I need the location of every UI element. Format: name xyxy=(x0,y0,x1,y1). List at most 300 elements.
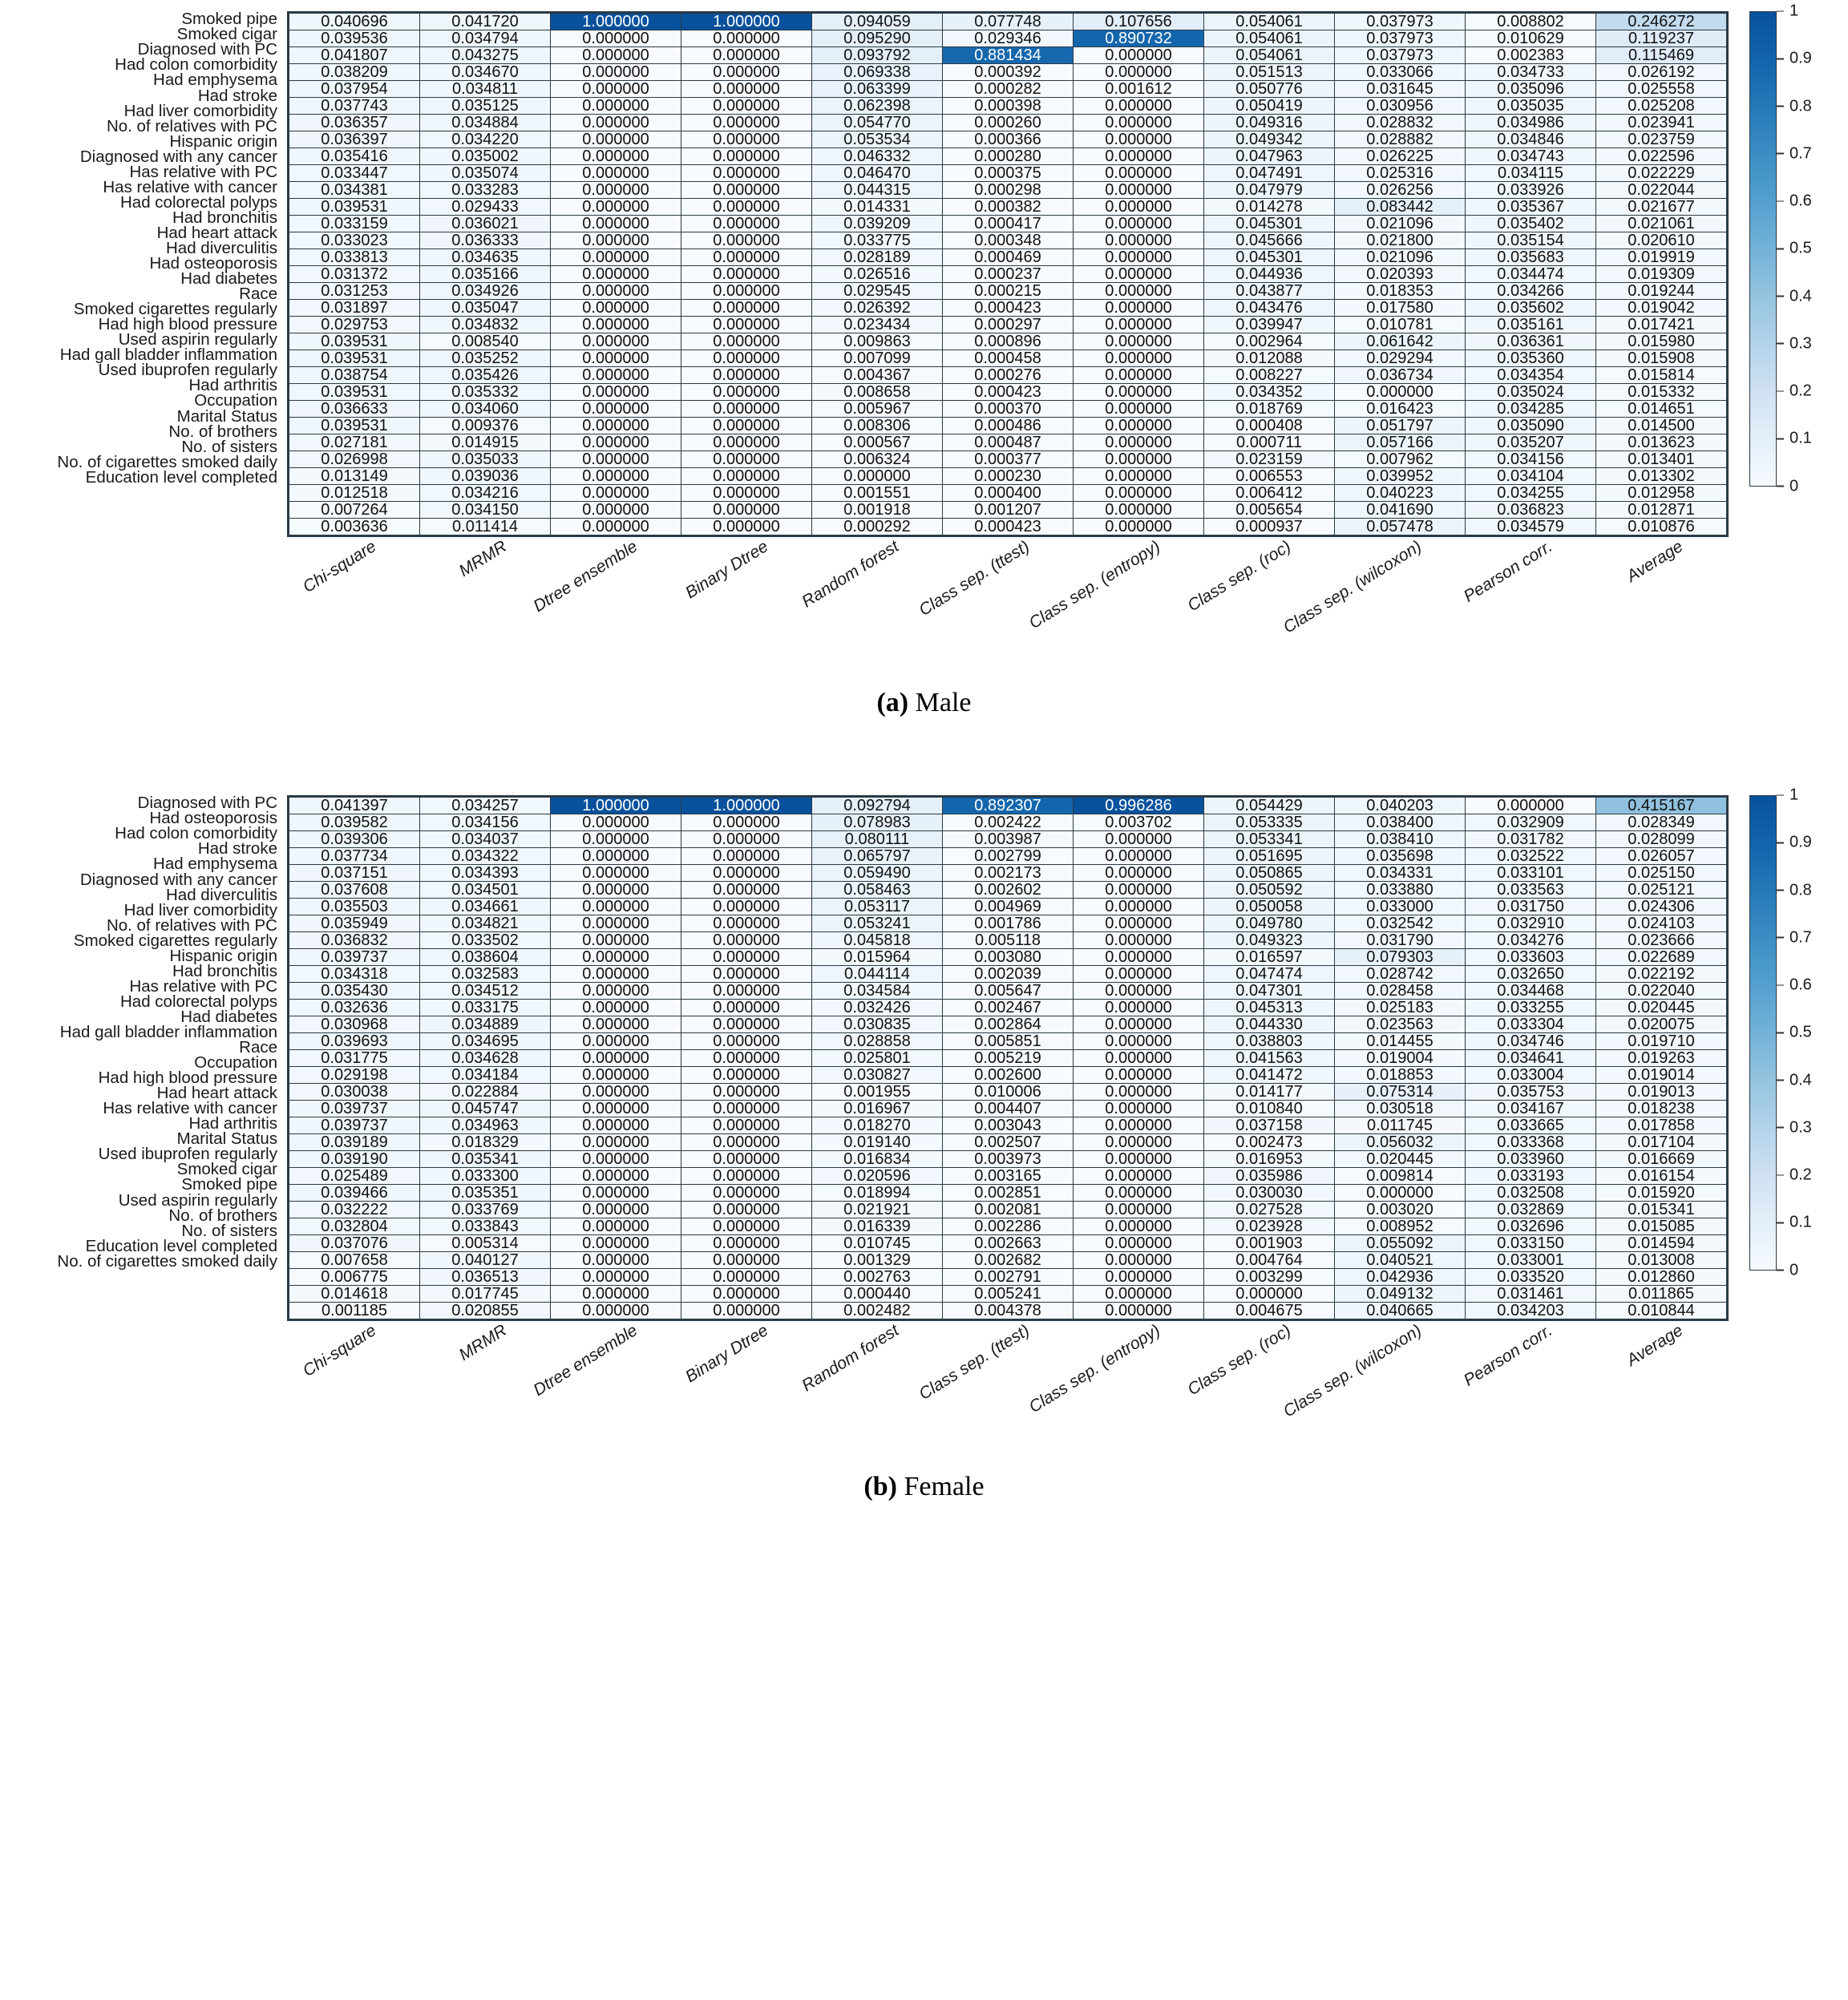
heatmap-cell: 0.017745 xyxy=(420,1286,551,1303)
heatmap-cell: 0.049780 xyxy=(1204,915,1335,932)
heatmap-cell: 0.000000 xyxy=(551,333,681,350)
heatmap-cell: 0.000000 xyxy=(681,1269,812,1286)
heatmap-cell: 0.036633 xyxy=(289,401,420,418)
colorbar-tick xyxy=(1777,477,1798,495)
heatmap-cell: 1.000000 xyxy=(681,14,812,30)
table-row xyxy=(289,401,1727,418)
heatmap-cell: 0.034266 xyxy=(1466,283,1596,300)
row-label: Diagnosed with PC xyxy=(137,40,277,59)
heatmap-cell: 0.036357 xyxy=(289,115,420,131)
tick-mark-icon xyxy=(1777,343,1784,345)
heatmap-cell: 0.015814 xyxy=(1596,367,1727,384)
heatmap-cell: 0.037954 xyxy=(289,81,420,98)
heatmap-cell: 0.057478 xyxy=(1335,519,1466,535)
heatmap-cell: 0.010781 xyxy=(1335,317,1466,333)
heatmap-cell: 0.002663 xyxy=(943,1235,1074,1252)
table-row xyxy=(289,451,1727,468)
heatmap-cell: 0.005241 xyxy=(943,1286,1074,1303)
heatmap-cell: 0.032508 xyxy=(1466,1185,1596,1202)
heatmap-cell: 0.050419 xyxy=(1204,98,1335,115)
colorbar-tick xyxy=(1777,2,1798,21)
heatmap-cell: 0.006553 xyxy=(1204,468,1335,485)
heatmap-cell: 0.039306 xyxy=(289,831,420,848)
heatmap-cell: 0.000000 xyxy=(1074,232,1204,249)
table-row xyxy=(289,350,1727,367)
heatmap-cell: 0.000000 xyxy=(1074,131,1204,148)
heatmap-cell: 0.002964 xyxy=(1204,333,1335,350)
heatmap-cell: 0.000000 xyxy=(681,182,812,199)
heatmap-cell: 0.000000 xyxy=(1074,899,1204,915)
heatmap-cell: 0.034501 xyxy=(420,882,551,899)
heatmap-cell: 0.010840 xyxy=(1204,1101,1335,1117)
heatmap-cell: 0.049316 xyxy=(1204,115,1335,131)
heatmap-cell: 0.000000 xyxy=(1074,1202,1204,1218)
heatmap-cell: 0.004367 xyxy=(812,367,943,384)
heatmap-cell: 0.000000 xyxy=(1074,451,1204,468)
table-row xyxy=(289,848,1727,865)
column-label: Class sep. (ttest) xyxy=(916,537,1033,620)
heatmap-cell: 0.000000 xyxy=(1074,1168,1204,1185)
heatmap-cell: 0.000000 xyxy=(551,401,681,418)
heatmap-cell: 0.033880 xyxy=(1335,882,1466,899)
heatmap-cell: 0.000417 xyxy=(943,216,1074,232)
tick-mark-icon xyxy=(1777,200,1784,202)
heatmap-cell: 0.028858 xyxy=(812,1033,943,1050)
heatmap-cell: 0.000000 xyxy=(681,232,812,249)
heatmap-cell: 0.051797 xyxy=(1335,418,1466,434)
heatmap-cell: 0.000000 xyxy=(681,949,812,966)
heatmap-cell: 0.031782 xyxy=(1466,831,1596,848)
heatmap-cell: 0.000000 xyxy=(551,1269,681,1286)
heatmap-cell: 0.000000 xyxy=(1074,1033,1204,1050)
heatmap-cell: 0.014618 xyxy=(289,1286,420,1303)
heatmap-cell: 0.019013 xyxy=(1596,1084,1727,1101)
heatmap-cell: 0.000000 xyxy=(1074,1286,1204,1303)
table-row xyxy=(289,1269,1727,1286)
heatmap-cell: 0.000000 xyxy=(551,966,681,983)
heatmap-cell: 0.034628 xyxy=(420,1050,551,1067)
column-label: Dtree ensemble xyxy=(530,1321,641,1400)
heatmap-cell: 0.030827 xyxy=(812,1067,943,1084)
heatmap-cell: 0.034641 xyxy=(1466,1050,1596,1067)
row-label: No. of brothers xyxy=(168,1206,277,1225)
tick-mark-icon xyxy=(1777,10,1784,12)
heatmap-cell: 0.043275 xyxy=(420,47,551,64)
heatmap-cell: 0.053534 xyxy=(812,131,943,148)
heatmap-cell: 0.017858 xyxy=(1596,1117,1727,1134)
table-row xyxy=(289,1303,1727,1319)
heatmap-cell: 0.033368 xyxy=(1466,1134,1596,1151)
colorbar-tick xyxy=(1777,976,1812,995)
colorbar-tick-label: 0 xyxy=(1789,477,1799,495)
heatmap-cell: 0.026225 xyxy=(1335,148,1466,165)
heatmap-cell: 0.000000 xyxy=(551,1303,681,1319)
table-row xyxy=(289,882,1727,899)
heatmap-cell: 0.034661 xyxy=(420,899,551,915)
heatmap-cell: 0.025316 xyxy=(1335,165,1466,182)
heatmap-cell: 0.028832 xyxy=(1335,115,1466,131)
heatmap-cell: 0.005219 xyxy=(943,1050,1074,1067)
heatmap-cell: 0.014651 xyxy=(1596,401,1727,418)
heatmap-cell: 0.000000 xyxy=(1074,148,1204,165)
heatmap-cell: 0.002864 xyxy=(943,1016,1074,1033)
heatmap-cell: 1.000000 xyxy=(551,14,681,30)
heatmap-cell: 0.038803 xyxy=(1204,1033,1335,1050)
heatmap-cell: 0.000000 xyxy=(681,216,812,232)
colorbar-tick-label: 1 xyxy=(1789,786,1799,804)
heatmap-cell: 0.000000 xyxy=(681,115,812,131)
heatmap-cell: 0.000000 xyxy=(551,283,681,300)
colorbar-ticks-male xyxy=(1777,2,1833,495)
heatmap-cell: 0.016669 xyxy=(1596,1151,1727,1168)
heatmap-cell: 0.050776 xyxy=(1204,81,1335,98)
heatmap-cell: 0.080111 xyxy=(812,831,943,848)
panel-female xyxy=(0,718,1848,1502)
table-row xyxy=(289,798,1727,814)
row-label: Had heart attack xyxy=(156,223,277,242)
heatmap-cell: 0.041397 xyxy=(289,798,420,814)
table-row xyxy=(289,266,1727,283)
table-row xyxy=(289,949,1727,966)
heatmap-cell: 0.051513 xyxy=(1204,64,1335,81)
heatmap-cell: 0.031461 xyxy=(1466,1286,1596,1303)
heatmap-cell: 0.000000 xyxy=(681,165,812,182)
heatmap-cell: 0.000000 xyxy=(1074,216,1204,232)
table-row xyxy=(289,1033,1727,1050)
heatmap-grid-female xyxy=(287,795,1729,1321)
column-label: Average xyxy=(1624,1321,1687,1370)
heatmap-cell: 0.002422 xyxy=(943,814,1074,831)
heatmap-cell: 0.000000 xyxy=(681,1067,812,1084)
heatmap-cell: 0.044315 xyxy=(812,182,943,199)
colorbar-gradient-male xyxy=(1749,11,1777,487)
heatmap-cell: 0.016339 xyxy=(812,1218,943,1235)
heatmap-cell: 0.002851 xyxy=(943,1185,1074,1202)
table-row xyxy=(289,47,1727,64)
heatmap-cell: 0.000000 xyxy=(1074,64,1204,81)
row-label: Had osteoporosis xyxy=(149,254,277,273)
heatmap-cell: 0.033447 xyxy=(289,165,420,182)
heatmap-cell: 0.000000 xyxy=(1074,915,1204,932)
tick-mark-icon xyxy=(1777,1222,1784,1223)
heatmap-cell: 0.000000 xyxy=(551,1134,681,1151)
heatmap-cell: 0.000000 xyxy=(681,1134,812,1151)
heatmap-cell: 0.037973 xyxy=(1335,47,1466,64)
heatmap-cell: 0.037973 xyxy=(1335,30,1466,47)
heatmap-cell: 0.019263 xyxy=(1596,1050,1727,1067)
row-label: Has relative with cancer xyxy=(103,177,277,196)
colorbar-tick-label: 0.2 xyxy=(1789,382,1812,400)
heatmap-cell: 0.025121 xyxy=(1596,882,1727,899)
heatmap-cell: 0.034512 xyxy=(420,983,551,1000)
heatmap-cell: 0.016154 xyxy=(1596,1168,1727,1185)
table-row xyxy=(289,98,1727,115)
heatmap-cell: 0.036823 xyxy=(1466,502,1596,519)
heatmap-cell: 0.000000 xyxy=(681,300,812,317)
heatmap-cell: 0.000000 xyxy=(1074,266,1204,283)
heatmap-cell: 0.004969 xyxy=(943,899,1074,915)
column-label: Binary Dtree xyxy=(682,537,772,603)
heatmap-cell: 0.019042 xyxy=(1596,300,1727,317)
heatmap-cell: 0.012871 xyxy=(1596,502,1727,519)
heatmap-cell: 0.000000 xyxy=(551,148,681,165)
heatmap-cell: 0.013401 xyxy=(1596,451,1727,468)
heatmap-cell: 0.022192 xyxy=(1596,966,1727,983)
table-row xyxy=(289,915,1727,932)
heatmap-cell: 0.033665 xyxy=(1466,1117,1596,1134)
heatmap-cell: 0.022040 xyxy=(1596,983,1727,1000)
caption-label-male: (a) xyxy=(876,688,909,717)
heatmap-cell: 0.029545 xyxy=(812,283,943,300)
heatmap-cell: 0.000000 xyxy=(551,1185,681,1202)
heatmap-cell: 0.018994 xyxy=(812,1185,943,1202)
table-row xyxy=(289,814,1727,831)
heatmap-cell: 0.000000 xyxy=(551,848,681,865)
heatmap-cell: 0.000000 xyxy=(551,485,681,502)
row-label: Had gall bladder inflammation xyxy=(59,1022,277,1041)
heatmap-cell: 0.003165 xyxy=(943,1168,1074,1185)
heatmap-cell: 0.021677 xyxy=(1596,199,1727,216)
heatmap-cell: 0.019919 xyxy=(1596,249,1727,266)
heatmap-cell: 0.000366 xyxy=(943,131,1074,148)
heatmap-cell: 0.041720 xyxy=(420,14,551,30)
heatmap-cell: 0.002600 xyxy=(943,1067,1074,1084)
heatmap-cell: 0.000000 xyxy=(551,1050,681,1067)
heatmap-cell: 0.078983 xyxy=(812,814,943,831)
heatmap-cell: 0.000000 xyxy=(681,1202,812,1218)
heatmap-cell: 0.005967 xyxy=(812,401,943,418)
heatmap-cell: 0.000260 xyxy=(943,115,1074,131)
heatmap-cell: 0.000000 xyxy=(1335,1185,1466,1202)
heatmap-cell: 0.034733 xyxy=(1466,64,1596,81)
heatmap-cell: 0.032426 xyxy=(812,1000,943,1016)
row-label: Has relative with PC xyxy=(129,976,277,996)
heatmap-cell: 0.037973 xyxy=(1335,14,1466,30)
heatmap-cell: 0.000000 xyxy=(551,1117,681,1134)
tick-mark-icon xyxy=(1777,248,1784,249)
heatmap-cell: 0.005118 xyxy=(943,932,1074,949)
heatmap-cell: 0.000000 xyxy=(681,485,812,502)
heatmap-cell: 0.000000 xyxy=(551,418,681,434)
heatmap-cell: 0.002799 xyxy=(943,848,1074,865)
colorbar-tick xyxy=(1777,50,1812,68)
heatmap-cell: 0.000000 xyxy=(551,1067,681,1084)
heatmap-cell: 0.037743 xyxy=(289,98,420,115)
heatmap-cell: 0.015085 xyxy=(1596,1218,1727,1235)
heatmap-cell: 0.017421 xyxy=(1596,317,1727,333)
heatmap-cell: 0.000000 xyxy=(1074,115,1204,131)
row-label: Used ibuprofen regularly xyxy=(98,361,277,380)
heatmap-cell: 0.027528 xyxy=(1204,1202,1335,1218)
heatmap-cell: 0.013623 xyxy=(1596,434,1727,451)
heatmap-cell: 0.077748 xyxy=(943,14,1074,30)
heatmap-cell: 0.040203 xyxy=(1335,798,1466,814)
row-label: Had colon comorbidity xyxy=(115,55,277,75)
column-label: MRMR xyxy=(455,537,511,581)
heatmap-cell: 0.000280 xyxy=(943,148,1074,165)
row-label: No. of sisters xyxy=(181,1221,277,1240)
column-labels-female xyxy=(0,1321,1848,1465)
row-label: Had liver comorbidity xyxy=(123,900,277,919)
heatmap-cell: 0.031897 xyxy=(289,300,420,317)
heatmap-cell: 0.000000 xyxy=(681,865,812,882)
table-row xyxy=(289,14,1727,30)
heatmap-cell: 0.039466 xyxy=(289,1185,420,1202)
heatmap-cell: 0.021096 xyxy=(1335,249,1466,266)
heatmap-cell: 0.017104 xyxy=(1596,1134,1727,1151)
heatmap-cell: 0.002081 xyxy=(943,1202,1074,1218)
heatmap-cell: 0.040521 xyxy=(1335,1252,1466,1269)
heatmap-cell: 0.000000 xyxy=(551,232,681,249)
heatmap-cell: 0.000000 xyxy=(551,502,681,519)
heatmap-cell: 0.044936 xyxy=(1204,266,1335,283)
heatmap-cell: 0.000398 xyxy=(943,98,1074,115)
heatmap-cell: 0.041690 xyxy=(1335,502,1466,519)
heatmap-cell: 0.034743 xyxy=(1466,148,1596,165)
row-label: Has relative with cancer xyxy=(103,1099,277,1118)
heatmap-cell: 0.032636 xyxy=(289,1000,420,1016)
table-row xyxy=(289,418,1727,434)
heatmap-cell: 0.035430 xyxy=(289,983,420,1000)
heatmap-cell: 0.010745 xyxy=(812,1235,943,1252)
heatmap-cell: 0.040665 xyxy=(1335,1303,1466,1319)
heatmap-cell: 0.039189 xyxy=(289,1134,420,1151)
heatmap-cell: 0.000000 xyxy=(681,1151,812,1168)
heatmap-cell: 0.001918 xyxy=(812,502,943,519)
heatmap-cell: 0.000000 xyxy=(1074,848,1204,865)
heatmap-cell: 0.032522 xyxy=(1466,848,1596,865)
heatmap-cell: 0.012958 xyxy=(1596,485,1727,502)
heatmap-cell: 0.037158 xyxy=(1204,1117,1335,1134)
heatmap-cell: 0.012860 xyxy=(1596,1269,1727,1286)
heatmap-cell: 0.034257 xyxy=(420,798,551,814)
heatmap-cell: 0.047491 xyxy=(1204,165,1335,182)
table-row xyxy=(289,899,1727,915)
heatmap-cell: 0.054429 xyxy=(1204,798,1335,814)
heatmap-cell: 0.030518 xyxy=(1335,1101,1466,1117)
heatmap-cell: 0.033563 xyxy=(1466,882,1596,899)
heatmap-cell: 0.045301 xyxy=(1204,216,1335,232)
colorbar-female xyxy=(1749,786,1812,1279)
table-row xyxy=(289,1084,1727,1101)
heatmap-cell: 0.035074 xyxy=(420,165,551,182)
heatmap-cell: 0.039737 xyxy=(289,1117,420,1134)
heatmap-cell: 0.007099 xyxy=(812,350,943,367)
heatmap-cell: 0.000000 xyxy=(681,1033,812,1050)
heatmap-cell: 0.005314 xyxy=(420,1235,551,1252)
heatmap-cell: 0.003987 xyxy=(943,831,1074,848)
heatmap-cell: 0.031645 xyxy=(1335,81,1466,98)
heatmap-cell: 0.054770 xyxy=(812,115,943,131)
heatmap-cell: 0.013149 xyxy=(289,468,420,485)
caption-text-male: Male xyxy=(915,688,972,717)
heatmap-cell: 0.000000 xyxy=(1074,1269,1204,1286)
heatmap-cell: 0.000000 xyxy=(681,266,812,283)
heatmap-cell: 0.034150 xyxy=(420,502,551,519)
colorbar-tick xyxy=(1777,1024,1812,1042)
heatmap-cell: 0.003636 xyxy=(289,519,420,535)
heatmap-cell: 0.034884 xyxy=(420,115,551,131)
heatmap-cell: 0.000000 xyxy=(551,1252,681,1269)
heatmap-cell: 0.000000 xyxy=(681,502,812,519)
heatmap-cell: 0.000000 xyxy=(551,317,681,333)
heatmap-cell: 0.018329 xyxy=(420,1134,551,1151)
heatmap-cell: 0.035698 xyxy=(1335,848,1466,865)
heatmap-cell: 0.000000 xyxy=(551,949,681,966)
colorbar-tick xyxy=(1777,1118,1812,1137)
heatmap-cell: 0.046470 xyxy=(812,165,943,182)
heatmap-cell: 0.009863 xyxy=(812,333,943,350)
heatmap-cell: 0.001185 xyxy=(289,1303,420,1319)
heatmap-cell: 0.037076 xyxy=(289,1235,420,1252)
heatmap-cell: 0.000382 xyxy=(943,199,1074,216)
heatmap-cell: 0.034276 xyxy=(1466,932,1596,949)
heatmap-cell: 0.115469 xyxy=(1596,47,1727,64)
heatmap-cell: 0.035367 xyxy=(1466,199,1596,216)
heatmap-cell: 0.000000 xyxy=(1074,949,1204,966)
column-labels-male xyxy=(0,537,1848,681)
heatmap-cell: 0.030038 xyxy=(289,1084,420,1101)
heatmap-cell: 0.025558 xyxy=(1596,81,1727,98)
heatmap-cell: 0.020075 xyxy=(1596,1016,1727,1033)
table-row xyxy=(289,502,1727,519)
heatmap-cell: 0.005851 xyxy=(943,1033,1074,1050)
colorbar-tick-label: 0.9 xyxy=(1789,49,1812,67)
row-label: Used aspirin regularly xyxy=(118,330,277,349)
row-label: Had colon comorbidity xyxy=(115,824,277,843)
heatmap-cell: 0.000000 xyxy=(681,1252,812,1269)
heatmap-cell: 0.001955 xyxy=(812,1084,943,1101)
heatmap-cell: 0.034889 xyxy=(420,1016,551,1033)
heatmap-cell: 0.058463 xyxy=(812,882,943,899)
row-label: Marital Status xyxy=(176,1129,277,1149)
heatmap-cell: 0.023928 xyxy=(1204,1218,1335,1235)
heatmap-cell: 0.040696 xyxy=(289,14,420,30)
heatmap-cell: 0.092794 xyxy=(812,798,943,814)
heatmap-cell: 0.000000 xyxy=(551,915,681,932)
heatmap-cell: 0.890732 xyxy=(1074,30,1204,47)
heatmap-cell: 0.000000 xyxy=(551,182,681,199)
tick-mark-icon xyxy=(1777,794,1784,796)
heatmap-cell: 0.045818 xyxy=(812,932,943,949)
tick-mark-icon xyxy=(1777,1270,1784,1271)
table-row xyxy=(289,983,1727,1000)
heatmap-cell: 0.000000 xyxy=(681,831,812,848)
row-label: Had diverculitis xyxy=(166,885,277,904)
heatmap-cell: 0.000000 xyxy=(681,434,812,451)
tick-mark-icon xyxy=(1777,984,1784,986)
heatmap-cell: 0.001612 xyxy=(1074,81,1204,98)
heatmap-cell: 0.032869 xyxy=(1466,1202,1596,1218)
row-label: Education level completed xyxy=(85,467,277,487)
heatmap-cell: 0.026516 xyxy=(812,266,943,283)
heatmap-cell: 0.034811 xyxy=(420,81,551,98)
heatmap-cell: 0.008306 xyxy=(812,418,943,434)
heatmap-cell: 0.014594 xyxy=(1596,1235,1727,1252)
heatmap-male xyxy=(0,2,1848,537)
heatmap-cell: 0.033813 xyxy=(289,249,420,266)
heatmap-cell: 0.018238 xyxy=(1596,1101,1727,1117)
table-row xyxy=(289,165,1727,182)
heatmap-cell: 0.000000 xyxy=(1074,401,1204,418)
heatmap-female xyxy=(0,786,1848,1321)
heatmap-cell: 0.000000 xyxy=(1074,519,1204,535)
heatmap-cell: 0.003080 xyxy=(943,949,1074,966)
heatmap-cell: 0.000000 xyxy=(681,932,812,949)
heatmap-cell: 0.029346 xyxy=(943,30,1074,47)
heatmap-cell: 0.002682 xyxy=(943,1252,1074,1269)
heatmap-cell: 0.000000 xyxy=(551,1084,681,1101)
